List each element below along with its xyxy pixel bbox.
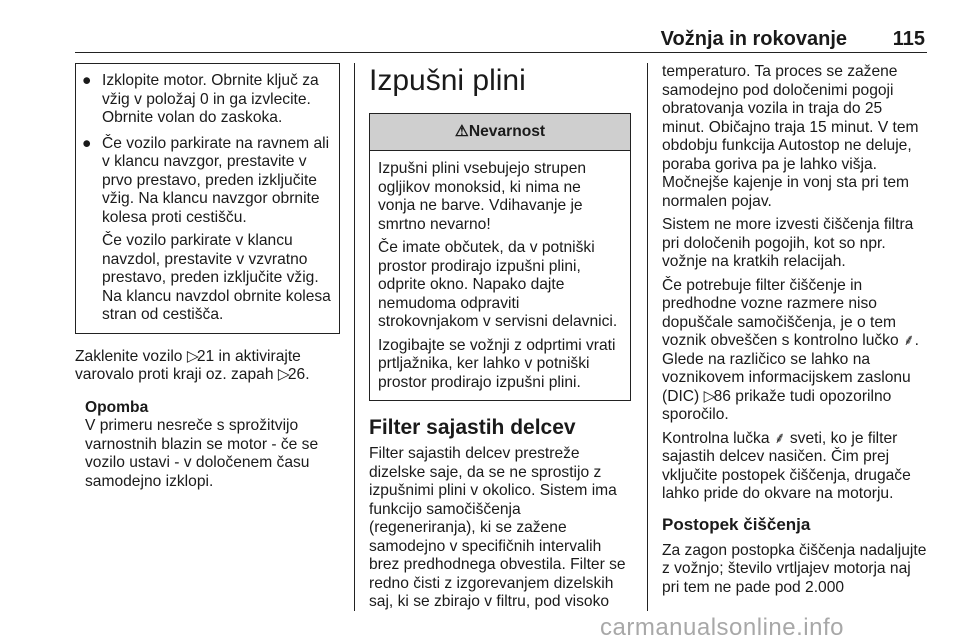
particle-filter-lamp-icon: ⸙ — [902, 332, 915, 349]
text-fragment: prikaže tudi opozorilno sporočilo. — [662, 387, 892, 423]
list-item — [80, 135, 333, 325]
bullet-text: Izklopite motor. Obrnite ključ za vžig v položaj 0 in ga izvlecite. Obrnite volan do zaskoka. — [102, 72, 319, 126]
danger-box — [369, 113, 631, 401]
danger-body — [370, 151, 630, 400]
column-divider — [647, 63, 648, 611]
page-reference-icon: ▷ — [186, 347, 199, 365]
danger-label: Nevarnost — [468, 123, 546, 140]
bullet-icon: ● — [82, 134, 92, 152]
text-fragment: . — [305, 366, 310, 383]
page-ref[interactable]: 26 — [287, 366, 306, 383]
page-reference-icon: ▷ — [277, 366, 290, 383]
filter-paragraph: Filter sajastih delcev prestreže dizelske saje, da se ne sprostijo z izpušnimi plini v okolico. Sistem ima funkcijo samočiščenja (regeneriranja), ki se zažene samodejno v specifičnih intervalih brez predhodnega obvestila. Filter se redno čisti z izgorevanjem dizelskih saj, ki se zbirajo v filtru, pod visoko — [369, 445, 626, 610]
page-ref[interactable]: 86 — [713, 387, 731, 405]
subsection-heading: Postopek čiščenja — [662, 514, 811, 534]
section-heading: Izpušni plini — [369, 64, 526, 97]
note-block — [75, 399, 340, 492]
watermark: carmanualsonline.info — [600, 614, 844, 641]
text-fragment: Kontrolna lučka — [662, 429, 774, 447]
particle-filter-lamp-icon: ⸙ — [773, 429, 786, 447]
warning-icon: ⚠ — [454, 123, 469, 140]
bullet-icon: ● — [82, 72, 92, 89]
danger-header — [370, 114, 630, 151]
danger-paragraph: Izogibajte se vožnji z odprtimi vrati prtljažnika, ker lahko v potniški prostor prodirajo izpušni plini. — [378, 336, 616, 391]
text-fragment: Zaklenite vozilo — [75, 347, 187, 365]
text-fragment: in aktivirajte varovalo proti kraji oz. zapah — [75, 347, 301, 383]
chapter-title: Vožnja in rokovanje — [660, 28, 847, 50]
paragraph — [662, 430, 928, 504]
danger-paragraph: Izpušni plini vsebujejo strupen ogljikov monoksid, ki nima ne vonja ne barve. Vdihavanje je smrtno nevarno! — [378, 160, 587, 233]
column-left — [75, 63, 340, 491]
text-fragment: . Glede na različico se lahko na voznikovem informacijskem zaslonu (DIC) — [662, 332, 920, 405]
column-right — [662, 63, 928, 602]
bullet-text: Če vozilo parkirate na ravnem ali v klancu navzgor, prestavite v prvo prestavo, preden izključite vžig. Na klancu navzgor obrnite kolesa proti cestišču. — [102, 134, 330, 226]
note-title: Opomba — [85, 398, 149, 416]
paragraph: Sistem ne more izvesti čiščenja filtra pri določenih pogojih, kot so npr. vožnje na kratkih relacijah. — [662, 216, 914, 270]
page-header — [75, 26, 927, 53]
note-text: V primeru nesreče s sprožitvijo varnostnih blazin se motor - če se vozilo ustavi - v določenem času samodejno izklopi. — [85, 417, 319, 490]
subsection-heading: Filter sajastih delcev — [369, 416, 576, 439]
page-number: 115 — [892, 28, 925, 50]
lock-paragraph — [75, 348, 340, 385]
text-fragment: sveti, ko je filter sajastih delcev nasičen. Čim prej vključite postopek čiščenja, drugače lahko pride do okvare na motorju. — [662, 429, 911, 502]
paragraph: Za zagon postopka čiščenja nadaljujte z vožnjo; število vrtljajev motorja naj pri tem ne pade pod 2.000 — [662, 541, 927, 596]
danger-paragraph: Če imate občutek, da v potniški prostor prodirajo izpušni plini, odprite okno. Napako dajte nemudoma odpraviti strokovnjakom v servisni delavnici. — [378, 239, 618, 330]
column-middle — [369, 63, 631, 617]
list-item — [80, 72, 333, 128]
bullet-list — [80, 72, 333, 325]
page-ref[interactable]: 21 — [196, 347, 215, 365]
page-reference-icon: ▷ — [703, 387, 716, 405]
text-fragment: Če potrebuje filter čiščenje in predhodne vozne razmere niso dopuščale samočiščenja, je o tem voznik obveščen s kontrolno lučko — [662, 276, 903, 349]
column-divider — [354, 63, 355, 611]
paragraph: temperaturo. Ta proces se zažene samodejno pod določenimi pogoji obratovanja vozila in traja do 25 minut. Običajno traja 15 minut. V tem obdobju funkcija Autostop ne deluje, poraba goriva pa je lahko višja. Močnejše kajenje in vonj sta pri tem normalen pojav. — [662, 63, 919, 210]
bullet-subtext: Če vozilo parkirate v klancu navzdol, prestavite v vzvratno prestavo, preden izključite vžig. Na klancu navzdol obrnite kolesa stran od cestišča. — [102, 232, 331, 323]
paragraph — [662, 277, 928, 425]
parking-steps-box — [75, 63, 340, 334]
